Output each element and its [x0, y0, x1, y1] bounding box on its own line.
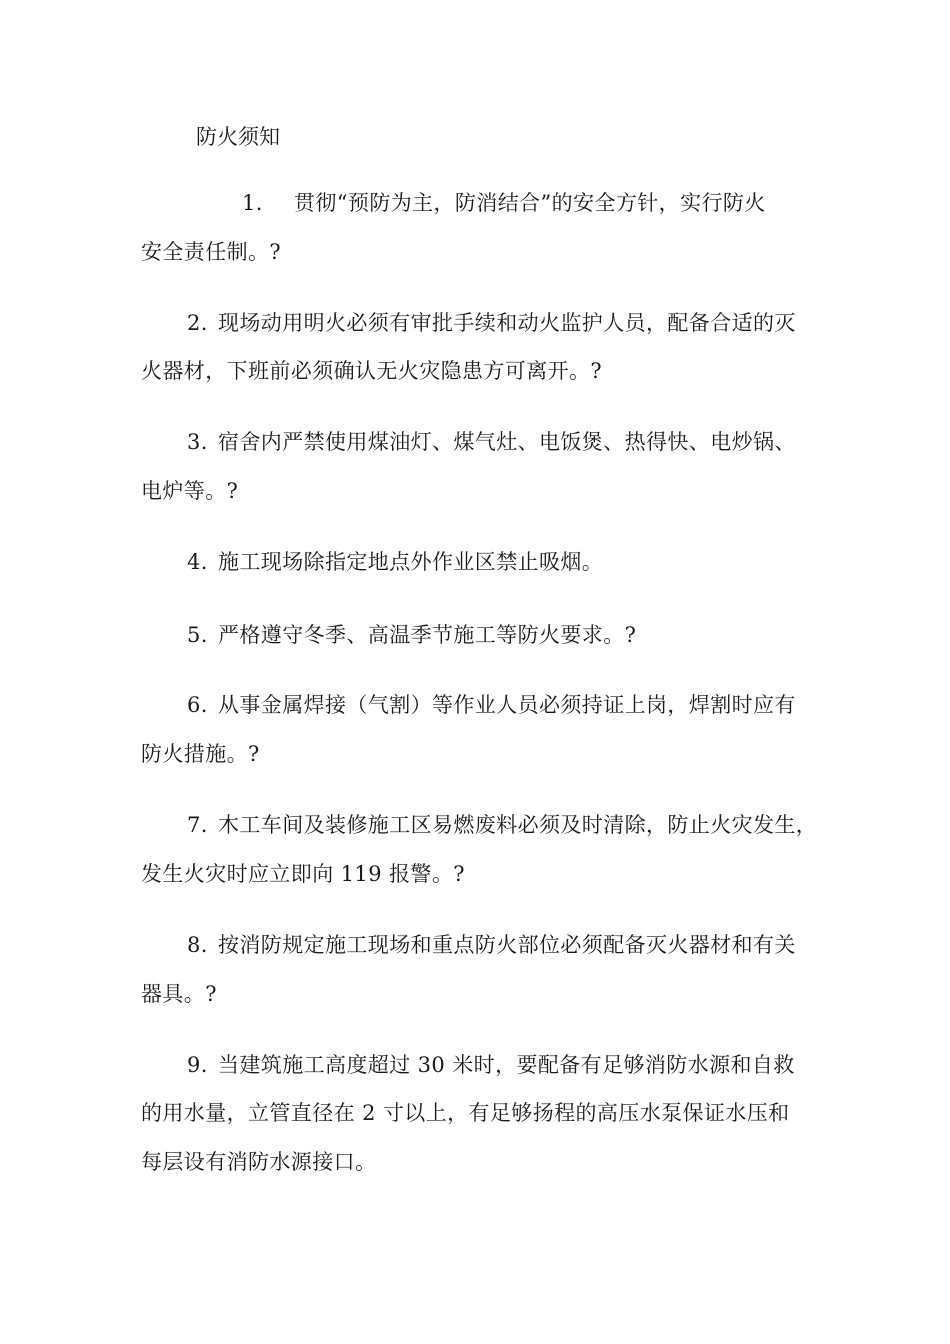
item-6-number: 6.	[187, 693, 208, 717]
item-5-number: 5.	[187, 623, 208, 647]
item-3-number: 3.	[187, 430, 208, 454]
item-9-line-1: 当建筑施工高度超过 30 米时，要配备有足够消防水源和自救	[218, 1053, 795, 1077]
item-7-number: 7.	[187, 813, 208, 837]
item-7-line-2: 发生火灾时应立即向 119 报警。?	[141, 862, 465, 886]
item-5-line-1: 严格遵守冬季、高温季节施工等防火要求。?	[218, 623, 637, 647]
item-7-line-1: 木工车间及装修施工区易燃废料必须及时清除，防止火灾发生，	[218, 813, 818, 837]
item-2-number: 2.	[187, 311, 208, 335]
item-3-line-1: 宿舍内严禁使用煤油灯、煤气灶、电饭煲、热得快、电炒锅、	[218, 430, 796, 454]
item-3-line-2: 电炉等。?	[141, 479, 239, 503]
item-2-line-2: 火器材，下班前必须确认无火灾隐患方可离开。?	[141, 359, 603, 383]
item-9-line-2: 的用水量，立管直径在 2 寸以上，有足够扬程的高压水泵保证水压和	[141, 1101, 790, 1125]
document-title: 防火须知	[196, 125, 280, 149]
item-4-number: 4.	[187, 550, 208, 574]
item-8-number: 8.	[187, 933, 208, 957]
item-2-line-1: 现场动用明火必须有审批手续和动火监护人员，配备合适的灭	[218, 311, 796, 335]
item-8-line-1: 按消防规定施工现场和重点防火部位必须配备灭火器材和有关	[218, 933, 796, 957]
item-1-line-2: 安全责任制。?	[141, 240, 282, 264]
item-1-number: 1.	[242, 191, 263, 215]
item-6-line-2: 防火措施。?	[141, 742, 260, 766]
item-9-line-3: 每层设有消防水源接口。	[141, 1150, 377, 1174]
item-6-line-1: 从事金属焊接（气割）等作业人员必须持证上岗，焊割时应有	[218, 693, 796, 717]
item-1-line-1: 贯彻“预防为主，防消结合”的安全方针，实行防火	[294, 191, 766, 215]
item-4-line-1: 施工现场除指定地点外作业区禁止吸烟。	[218, 550, 604, 574]
item-8-line-2: 器具。?	[141, 982, 217, 1006]
item-9-number: 9.	[187, 1053, 208, 1077]
